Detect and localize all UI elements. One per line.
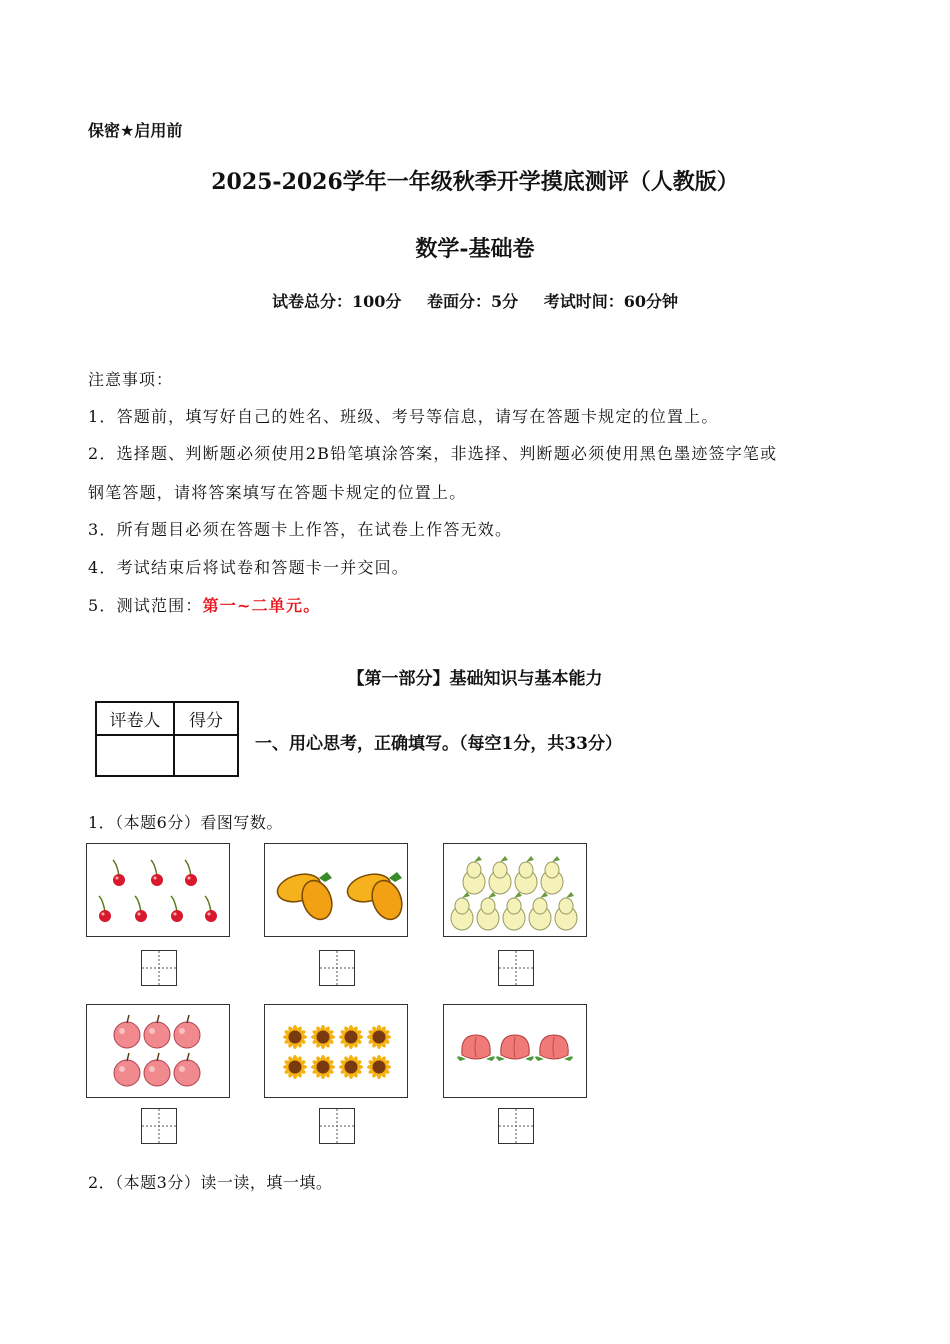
sunflower-icon	[283, 1055, 307, 1079]
pear-picture	[443, 843, 587, 937]
pear-icon	[489, 856, 511, 894]
pear-icon	[555, 892, 577, 930]
cherry-icon	[99, 896, 111, 922]
exam-time: 考试时间：60分钟	[543, 292, 678, 311]
answer-box[interactable]	[498, 950, 534, 986]
cherry-icon	[87, 844, 229, 936]
sunflower-icon	[367, 1025, 391, 1049]
cherry-picture	[86, 843, 230, 937]
pear-icon	[477, 892, 499, 930]
pear-icon	[444, 844, 586, 936]
pear-icon	[463, 856, 485, 894]
cherry-icon	[113, 860, 125, 886]
question-2: 2．（本题3分）读一读，填一填。	[88, 1173, 333, 1192]
mango-icon	[265, 844, 407, 936]
sunflower-icon	[265, 1005, 407, 1097]
sunflower-icon	[311, 1025, 335, 1049]
note-scope	[88, 593, 320, 616]
cherry-icon	[205, 896, 217, 922]
sunflower-icon	[367, 1055, 391, 1079]
sunflower-icon	[283, 1025, 307, 1049]
score-cell[interactable]	[174, 735, 238, 776]
peach-icon	[457, 1035, 495, 1061]
exam-subtitle: 数学-基础卷	[415, 236, 535, 262]
pear-icon	[503, 892, 525, 930]
apple-icon	[144, 1053, 170, 1086]
notes-heading: 注意事项：	[88, 370, 174, 389]
confidential-label: 保密★启用前	[88, 121, 183, 140]
grader-table	[95, 701, 239, 777]
pear-icon	[529, 892, 551, 930]
mango-picture	[264, 843, 408, 937]
peach-picture	[443, 1004, 587, 1098]
apple-picture	[86, 1004, 230, 1098]
grader-cell[interactable]	[96, 735, 174, 776]
apple-icon	[174, 1015, 200, 1048]
question-1: 1．（本题6分）看图写数。	[88, 813, 283, 832]
peach-icon	[535, 1035, 573, 1061]
note-item: 钢笔答题，请将答案填写在答题卡规定的位置上。	[88, 483, 467, 502]
apple-icon	[144, 1015, 170, 1048]
peach-icon	[496, 1035, 534, 1061]
cherry-icon	[171, 896, 183, 922]
apple-icon	[87, 1005, 229, 1097]
note-item: 1．答题前，填写好自己的姓名、班级、考号等信息，请写在答题卡规定的位置上。	[88, 407, 719, 426]
answer-box[interactable]	[141, 1108, 177, 1144]
pear-icon	[541, 856, 563, 894]
score-label: 得分	[174, 702, 238, 735]
grader-label: 评卷人	[96, 702, 174, 735]
section-title: 一、用心思考，正确填写。（每空1分，共33分）	[255, 734, 622, 754]
peach-icon	[444, 1005, 586, 1097]
sunflower-icon	[339, 1025, 363, 1049]
note-item: 4．考试结束后将试卷和答题卡一并交回。	[88, 558, 409, 577]
apple-icon	[114, 1053, 140, 1086]
apple-icon	[174, 1053, 200, 1086]
cherry-icon	[185, 860, 197, 886]
sunflower-picture	[264, 1004, 408, 1098]
answer-box[interactable]	[319, 1108, 355, 1144]
answer-box[interactable]	[141, 950, 177, 986]
cherry-icon	[151, 860, 163, 886]
cherry-icon	[135, 896, 147, 922]
answer-box[interactable]	[319, 950, 355, 986]
scope-value: 第一~二单元。	[202, 596, 321, 615]
note-item: 2．选择题、判断题必须使用2B铅笔填涂答案，非选择、判断题必须使用黑色墨迹签字笔或	[88, 444, 778, 463]
scope-prefix: 5．测试范围：	[88, 596, 203, 615]
pear-icon	[451, 892, 473, 930]
answer-box[interactable]	[498, 1108, 534, 1144]
neatness-score: 卷面分：5分	[426, 292, 519, 311]
note-item: 3．所有题目必须在答题卡上作答，在试卷上作答无效。	[88, 520, 513, 539]
exam-title: 2025-2026学年一年级秋季开学摸底测评（人教版）	[211, 169, 739, 195]
sunflower-icon	[311, 1055, 335, 1079]
sunflower-icon	[339, 1055, 363, 1079]
part-title: 【第一部分】基础知识与基本能力	[347, 669, 603, 689]
apple-icon	[114, 1015, 140, 1048]
pear-icon	[515, 856, 537, 894]
total-score: 试卷总分：100分	[272, 292, 402, 311]
score-info	[0, 289, 950, 312]
